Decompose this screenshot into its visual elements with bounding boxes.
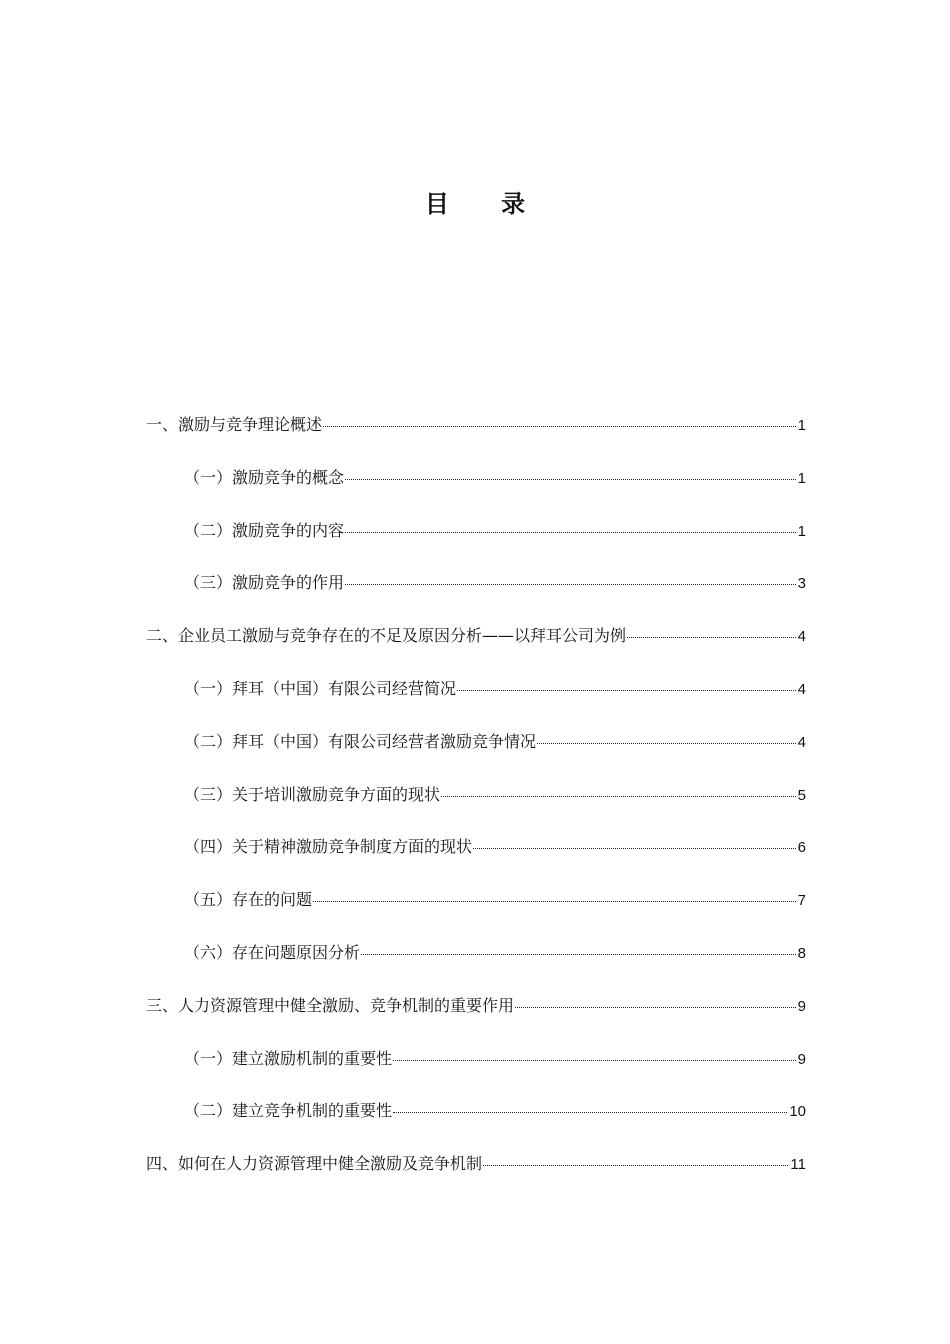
toc-page-number: 7 — [797, 892, 806, 910]
toc-dot-leader — [361, 954, 796, 955]
toc-dot-leader — [457, 690, 796, 691]
toc-dot-leader — [345, 584, 796, 585]
toc-entry[interactable] — [146, 676, 806, 729]
toc-dot-leader — [515, 1007, 796, 1008]
toc-entry[interactable] — [146, 465, 806, 518]
toc-dot-leader — [313, 901, 796, 902]
toc-dot-leader — [537, 743, 796, 744]
toc-page-number: 4 — [797, 680, 806, 698]
toc-page-number: 11 — [790, 1156, 806, 1174]
toc-page-number: 3 — [797, 575, 806, 593]
toc-page-number: 1 — [797, 417, 806, 434]
toc-entry[interactable] — [146, 412, 806, 465]
toc-entry-text: 一、激励与竞争理论概述 — [146, 415, 323, 434]
toc-entry[interactable] — [146, 623, 806, 676]
toc-page-number: 1 — [797, 469, 806, 487]
toc-entry[interactable] — [146, 1151, 806, 1204]
toc-entry-text: （二）激励竞争的内容 — [184, 520, 345, 540]
toc-page-number: 9 — [797, 997, 806, 1015]
toc-entry-text: （一）拜耳（中国）有限公司经营简况 — [184, 678, 457, 698]
toc-entry[interactable] — [146, 1098, 806, 1151]
toc-page-number: 1 — [797, 522, 806, 540]
table-of-contents — [146, 412, 806, 1204]
toc-entry[interactable] — [146, 887, 806, 940]
toc-page-number: 5 — [797, 786, 806, 804]
toc-entry-text: （一）建立激励机制的重要性 — [184, 1048, 393, 1068]
toc-entry[interactable] — [146, 570, 806, 623]
toc-entry-text: （三）激励竞争的作用 — [184, 573, 345, 593]
toc-entry-text: （五）存在的问题 — [184, 890, 313, 910]
toc-entry-text: （四）关于精神激励竞争制度方面的现状 — [184, 837, 473, 857]
toc-entry[interactable] — [146, 1046, 806, 1099]
toc-dot-leader — [323, 426, 796, 427]
toc-page-number: 4 — [797, 628, 806, 646]
toc-dot-leader — [483, 1165, 788, 1166]
toc-dot-leader — [627, 637, 796, 638]
toc-title: 目 录 — [424, 190, 548, 218]
toc-entry-text: （二）建立竞争机制的重要性 — [184, 1101, 393, 1121]
toc-entry[interactable] — [146, 782, 806, 835]
toc-entry-text: （三）关于培训激励竞争方面的现状 — [184, 784, 441, 804]
toc-page-number: 4 — [797, 733, 806, 751]
toc-dot-leader — [393, 1060, 796, 1061]
toc-entry-text: （二）拜耳（中国）有限公司经营者激励竞争情况 — [184, 731, 537, 751]
toc-dot-leader — [345, 479, 796, 480]
toc-entry-text: 三、人力资源管理中健全激励、竞争机制的重要作用 — [146, 995, 515, 1015]
toc-dot-leader — [441, 796, 796, 797]
toc-page-number: 6 — [797, 839, 806, 857]
toc-page-number: 10 — [789, 1103, 806, 1121]
toc-dot-leader — [473, 848, 796, 849]
toc-entry-text: （一）激励竞争的概念 — [184, 467, 345, 487]
toc-dot-leader — [345, 532, 796, 533]
toc-dot-leader — [393, 1112, 787, 1113]
toc-entry[interactable] — [146, 729, 806, 782]
toc-entry[interactable] — [146, 940, 806, 993]
toc-page-number: 9 — [797, 1050, 806, 1068]
toc-entry[interactable] — [146, 993, 806, 1046]
toc-entry-text: （六）存在问题原因分析 — [184, 942, 361, 962]
toc-entry-text: 二、企业员工激励与竞争存在的不足及原因分析——以拜耳公司为例 — [146, 626, 627, 646]
toc-entry[interactable] — [146, 518, 806, 571]
toc-entry[interactable] — [146, 834, 806, 887]
toc-entry-text: 四、如何在人力资源管理中健全激励及竞争机制 — [146, 1154, 483, 1174]
toc-page-number: 8 — [797, 944, 806, 962]
